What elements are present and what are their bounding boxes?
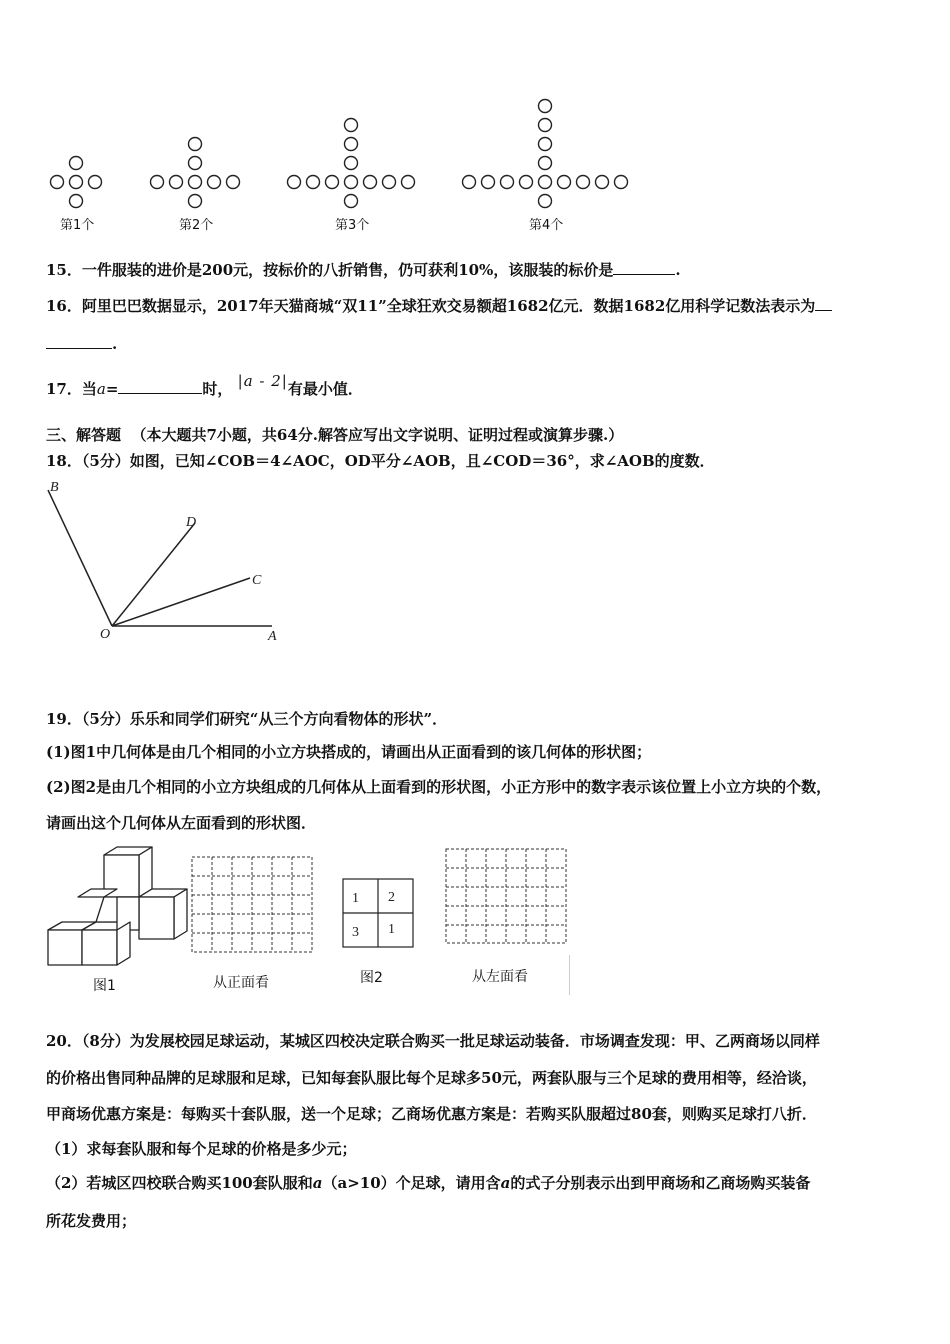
q15-text: 15．一件服装的进价是200元，按标价的八折销售，仍可获利10%，该服装的标价是 — [46, 261, 614, 279]
label-o: O — [100, 627, 111, 642]
q17-expression: |a - 2| — [237, 372, 288, 390]
question-16-cont: . — [46, 334, 117, 354]
pattern-label-4: 第4个 — [529, 218, 564, 233]
question-20-line3: 甲商场优惠方案是：每购买十套队服，送一个足球；乙商场优惠方案是：若购买队服超过80套，则购买足球打八折． — [46, 1105, 817, 1123]
label-b: B — [50, 480, 59, 495]
cube-figure — [44, 845, 194, 970]
question-20-part2-cont: 所花发费用； — [46, 1212, 137, 1230]
question-19-part1: (1)图1中几何体是由几个相同的小立方块搭成的，请画出从正面看到的该几何体的形状图； — [46, 743, 652, 761]
section-title: 三、解答题 — [46, 426, 122, 444]
ray-ob — [48, 490, 112, 626]
fig1-caption: 图1 — [93, 978, 116, 994]
question-17: 17．当a= 时， |a - 2|有最小值． — [46, 372, 363, 398]
pattern-label-2: 第2个 — [179, 218, 214, 233]
q17-var: a — [96, 380, 106, 398]
pattern-label-1: 第1个 — [60, 218, 95, 233]
label-c: C — [252, 573, 262, 588]
front-view-caption: 从正面看 — [213, 975, 269, 991]
question-20-line2: 的价格出售同种品牌的足球服和足球，已知每套队服比每个足球多50元，两套队服与三个足球的费用相等，经洽谈， — [46, 1069, 817, 1087]
top-view-figure — [340, 876, 420, 951]
question-20-part2: （2）若城区四校联合购买100套队服和a（a>10）个足球，请用含a的式子分别表示出到甲商场和乙商场购买装备 — [46, 1174, 811, 1192]
top-view-number: 1 — [352, 891, 359, 906]
question-18: 18．（5分）如图，已知∠COB＝4∠AOC，OD平分∠AOB，且∠COD＝36°，求∠AOB的度数． — [46, 452, 715, 470]
question-15: 15．一件服装的进价是200元，按标价的八折销售，仍可获利10%，该服装的标价是 . — [46, 261, 681, 279]
pattern-label-3: 第3个 — [335, 218, 370, 233]
label-d: D — [186, 515, 197, 530]
angle-figure — [40, 478, 290, 648]
fig2-caption: 图2 — [360, 970, 383, 986]
front-view-grid[interactable] — [190, 855, 315, 955]
top-view-number: 3 — [352, 925, 359, 940]
divider-line — [569, 955, 570, 995]
top-view-number: 1 — [388, 922, 395, 937]
label-a: A — [268, 629, 277, 644]
q15-answer-blank — [613, 274, 675, 275]
left-view-caption: 从左面看 — [472, 969, 528, 985]
question-19-part2b: 请画出这个几何体从左面看到的形状图． — [46, 814, 317, 832]
left-view-grid[interactable] — [444, 847, 569, 947]
question-20-part1: （1）求每套队服和每个足球的价格是多少元； — [46, 1140, 357, 1158]
q16-text: 16．阿里巴巴数据显示，2017年天猫商城“双11”全球狂欢交易额超1682亿元．数据1682亿用科学记数法表示为 — [46, 297, 816, 315]
ray-oc — [112, 578, 250, 626]
question-20-line1: 20．（8分）为发展校园足球运动，某城区四校决定联合购买一批足球运动装备．市场调查发现：甲、乙两商场以同样 — [46, 1032, 820, 1050]
section-note: （本大题共7小题，共64分.解答应写出文字说明、证明过程或演算步骤.） — [131, 426, 624, 444]
question-16 — [46, 296, 832, 316]
section-3-heading — [46, 425, 623, 445]
ray-od — [112, 523, 195, 626]
q17-answer-blank — [118, 393, 202, 394]
question-19-title: 19．（5分）乐乐和同学们研究“从三个方向看物体的形状”． — [46, 710, 448, 728]
q16-answer-blank-b — [46, 348, 112, 349]
q16-answer-blank-a — [815, 310, 832, 311]
question-19-part2a: (2)图2是由几个相同的小立方块组成的几何体从上面看到的形状图，小正方形中的数字表示该位置上小立方块的个数， — [46, 778, 832, 796]
circle-patterns — [0, 90, 950, 240]
top-view-number: 2 — [388, 890, 395, 905]
